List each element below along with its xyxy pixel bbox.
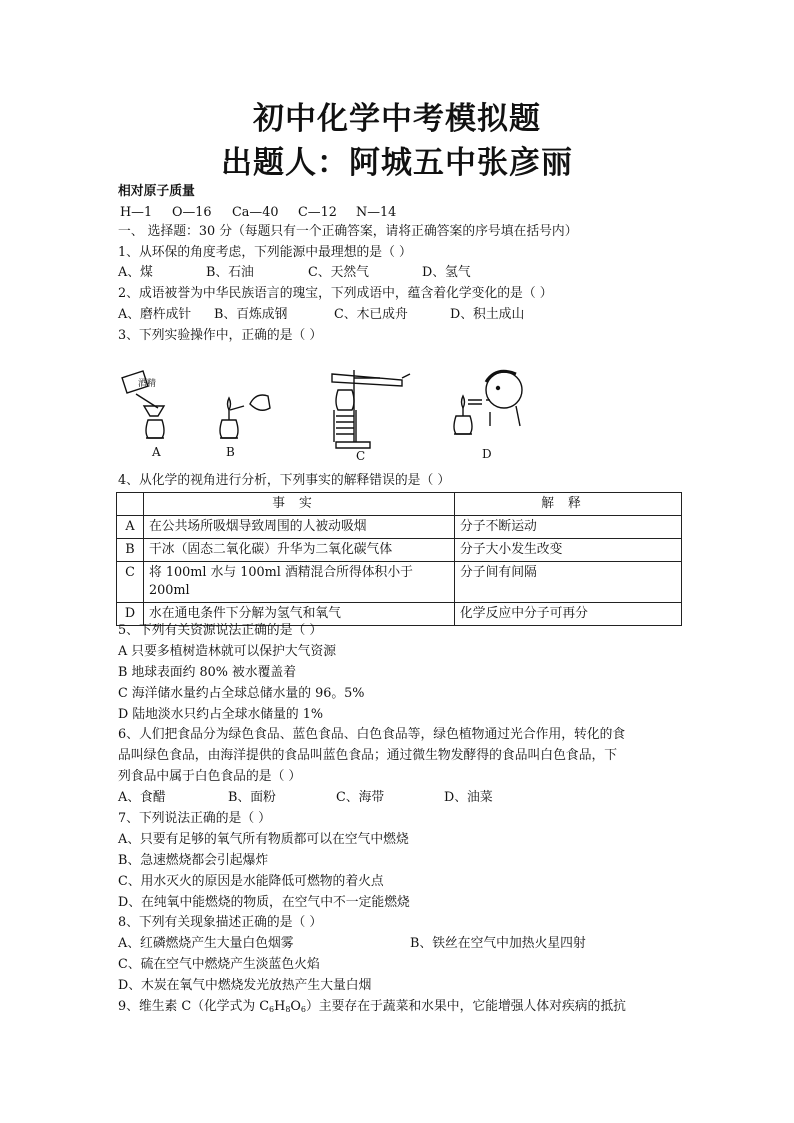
question-6-line: 6、人们把食品分为绿色食品、蓝色食品、白色食品等，绿色植物通过光合作用，转化的食: [118, 727, 626, 742]
option: C、海带: [336, 790, 385, 805]
question-3: 3、下列实验操作中，正确的是（ ）: [118, 328, 323, 343]
row-fact: 在公共场所吸烟导致周围的人被动吸烟: [144, 516, 455, 539]
question-5-option: D 陆地淡水只约占全球水储量的 1%: [118, 707, 324, 722]
alcohol-label: 酒精: [138, 379, 157, 389]
header-fact: 事实: [144, 493, 455, 516]
atomic-mass-heading: 相对原子质量: [118, 184, 195, 199]
question-7-option: D、在纯氧中能燃烧的物质，在空气中不一定能燃烧: [118, 895, 410, 910]
question-1: 1、从环保的角度考虑，下列能源中最理想的是（ ）: [118, 245, 412, 260]
option: A、红磷燃烧产生大量白色烟雾: [118, 936, 294, 951]
row-explain: 分子不断运动: [455, 516, 682, 539]
atomic-mass-item: O—16: [172, 205, 212, 220]
exam-title: 初中化学中考模拟题: [253, 101, 541, 137]
question-4: 4、从化学的视角进行分析，下列事实的解释错误的是（ ）: [118, 473, 451, 488]
option: B、面粉: [228, 790, 276, 805]
question-9: [118, 998, 626, 1019]
question-6-options: [118, 789, 493, 807]
table-row: [117, 539, 682, 562]
question-7-option: A、只要有足够的氧气所有物质都可以在空气中燃烧: [118, 832, 409, 847]
question-7: 7、下列说法正确的是（ ）: [118, 811, 271, 826]
option: B、铁丝在空气中加热火星四射: [410, 936, 586, 951]
exam-author: 出题人：阿城五中张彦丽: [221, 145, 573, 181]
row-explain: 化学反应中分子可再分: [455, 603, 682, 626]
option: C、木已成舟: [334, 307, 408, 322]
table-row: [117, 516, 682, 539]
question-6-line: 品叫绿色食品，由海洋提供的食品叫蓝色食品；通过微生物发酵得的食品叫白色食品，下: [118, 748, 618, 763]
option: D、油菜: [444, 790, 493, 805]
question-2: 2、成语被誉为中华民族语言的瑰宝，下列成语中，蕴含着化学变化的是（ ）: [118, 286, 553, 301]
row-key: A: [117, 516, 144, 539]
q9-subscript: 6: [300, 1005, 306, 1014]
table-header-row: [117, 493, 682, 516]
option: A、磨杵成针: [118, 307, 192, 322]
option: D、积土成山: [450, 307, 525, 322]
row-fact: 干冰（固态二氧化碳）升华为二氧化碳气体: [144, 539, 455, 562]
q9-subscript: 8: [285, 1005, 291, 1014]
question-1-options: [118, 264, 471, 282]
question-5-option: A 只要多植树造林就可以保护大气资源: [118, 644, 337, 659]
table-row: [117, 562, 682, 603]
q9-text-start: 9、维生素 C（化学式为 C: [118, 999, 270, 1014]
question-5: 5、下列有关资源说法正确的是（ ）: [118, 623, 323, 638]
q9-element: O: [290, 999, 301, 1014]
atomic-mass-item: H—1: [120, 205, 153, 220]
lab-operations-figure: [118, 360, 538, 462]
question-5-option: B 地球表面约 80% 被水覆盖着: [118, 665, 297, 680]
atomic-mass-item: N—14: [356, 205, 397, 220]
atomic-mass-list: [120, 204, 396, 222]
question-8-option: D、木炭在氧气中燃烧发光放热产生大量白烟: [118, 978, 372, 993]
option: A、煤: [118, 265, 153, 280]
atomic-mass-item: C—12: [298, 205, 337, 220]
section-heading: 一、 选择题：30 分（每题只有一个正确答案，请将正确答案的序号填在括号内）: [118, 224, 578, 239]
question-8-option: C、硫在空气中燃烧产生淡蓝色火焰: [118, 957, 320, 972]
option: A、食醋: [118, 790, 166, 805]
option: B、石油: [206, 265, 254, 280]
figure-label-d: D: [482, 447, 492, 461]
row-explain: 分子间有间隔: [455, 562, 682, 603]
question-7-option: B、急速燃烧都会引起爆炸: [118, 853, 269, 868]
figure-label-b: B: [226, 445, 235, 459]
figure-label-a: A: [152, 445, 161, 459]
facts-table: [116, 492, 682, 626]
q9-text-end: ）主要存在于蔬菜和水果中，它能增强人体对疾病的抵抗: [306, 999, 626, 1014]
option: C、天然气: [308, 265, 369, 280]
header-explain: 解释: [455, 493, 682, 516]
figure-label-c: C: [356, 449, 366, 462]
row-key: D: [117, 603, 144, 626]
question-8: 8、下列有关现象描述正确的是（ ）: [118, 915, 323, 930]
option: D、氢气: [422, 265, 471, 280]
row-key: C: [117, 562, 144, 603]
question-7-option: C、用水灭火的原因是水能降低可燃物的着火点: [118, 874, 384, 889]
atomic-mass-item: Ca—40: [232, 205, 279, 220]
question-5-option: C 海洋储水量约占全球总储水量的 96。5%: [118, 686, 365, 701]
question-6-line: 列食品中属于白色食品的是（ ）: [118, 769, 302, 784]
row-explain: 分子大小发生改变: [455, 539, 682, 562]
row-fact: 将 100ml 水与 100ml 酒精混合所得体积小于 200ml: [144, 562, 455, 603]
option: B、百炼成钢: [214, 307, 288, 322]
question-8-options-row: [118, 935, 586, 953]
row-key: B: [117, 539, 144, 562]
q9-subscript: 6: [269, 1005, 275, 1014]
row-fact: 水在通电条件下分解为氢气和氧气: [144, 603, 455, 626]
table-header-blank: [117, 493, 144, 516]
question-2-options: [118, 306, 524, 324]
q9-element: H: [274, 999, 286, 1014]
